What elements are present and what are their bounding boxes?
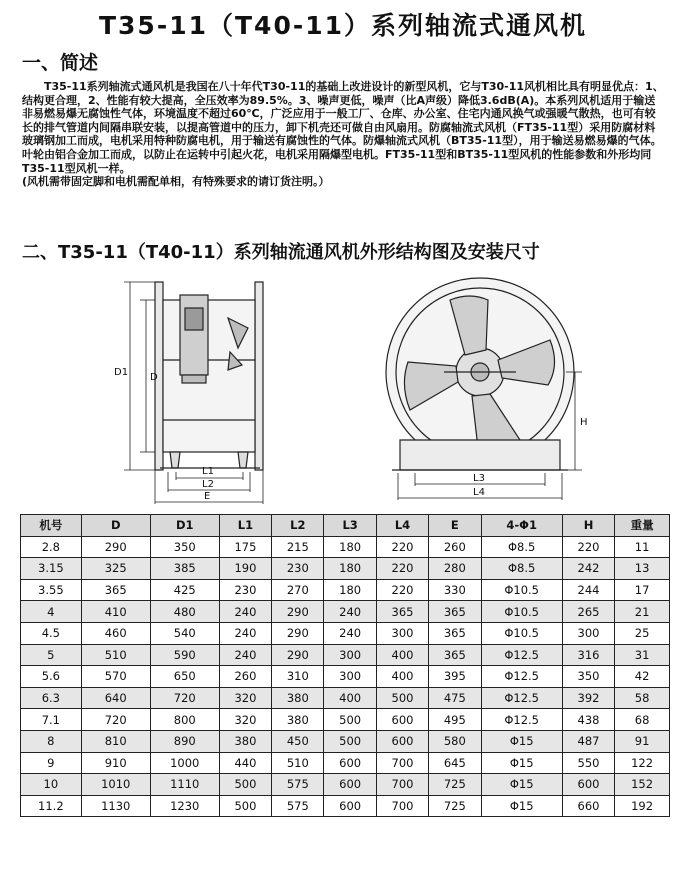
table-row — [21, 709, 670, 731]
table-cell: 650 — [150, 666, 219, 688]
table-cell: 260 — [219, 666, 271, 688]
table-cell: 215 — [272, 536, 324, 558]
table-cell: 180 — [324, 558, 376, 580]
table-cell: 316 — [562, 644, 614, 666]
table-cell: 230 — [272, 558, 324, 580]
table-row — [21, 536, 670, 558]
table-cell: 9 — [21, 752, 82, 774]
table-cell: 68 — [615, 709, 670, 731]
col-header: D1 — [150, 515, 219, 537]
col-header: 机号 — [21, 515, 82, 537]
table-cell: 600 — [562, 774, 614, 796]
table-cell: 300 — [376, 622, 428, 644]
table-cell: 392 — [562, 687, 614, 709]
label-L4: L4 — [473, 487, 485, 498]
table-cell: 395 — [429, 666, 481, 688]
table-cell: 180 — [324, 579, 376, 601]
table-cell: 380 — [219, 730, 271, 752]
table-cell: 300 — [324, 666, 376, 688]
table-cell: 6.3 — [21, 687, 82, 709]
table-cell: 192 — [615, 795, 670, 817]
label-D1: D1 — [114, 367, 129, 378]
table-cell: 500 — [219, 774, 271, 796]
table-row — [21, 752, 670, 774]
table-cell: 4.5 — [21, 622, 82, 644]
table-cell: 220 — [562, 536, 614, 558]
table-cell: 230 — [219, 579, 271, 601]
table-cell: 575 — [272, 795, 324, 817]
table-cell: 11.2 — [21, 795, 82, 817]
table-cell: 265 — [562, 601, 614, 623]
table-cell: 400 — [376, 644, 428, 666]
table-cell: 5.6 — [21, 666, 82, 688]
table-cell: 4 — [21, 601, 82, 623]
table-cell: 240 — [219, 622, 271, 644]
table-cell: 31 — [615, 644, 670, 666]
table-cell: 1010 — [81, 774, 150, 796]
table-cell: 290 — [272, 622, 324, 644]
table-cell: 5 — [21, 644, 82, 666]
table-cell: 365 — [81, 579, 150, 601]
label-L1: L1 — [202, 466, 214, 477]
table-cell: 385 — [150, 558, 219, 580]
intro-text — [22, 80, 664, 189]
table-cell: 720 — [81, 709, 150, 731]
table-cell: 425 — [150, 579, 219, 601]
table-cell: 1130 — [81, 795, 150, 817]
table-cell: 42 — [615, 666, 670, 688]
table-cell: 725 — [429, 795, 481, 817]
table-cell: 244 — [562, 579, 614, 601]
col-header: 4-Φ1 — [481, 515, 562, 537]
table-cell: 7.1 — [21, 709, 82, 731]
table-cell: 11 — [615, 536, 670, 558]
table-cell: 152 — [615, 774, 670, 796]
table-cell: 240 — [219, 601, 271, 623]
table-cell: Φ12.5 — [481, 666, 562, 688]
table-cell: 550 — [562, 752, 614, 774]
table-cell: 575 — [272, 774, 324, 796]
col-header: D — [81, 515, 150, 537]
table-cell: 500 — [324, 730, 376, 752]
table-cell: 220 — [376, 558, 428, 580]
table-cell: 330 — [429, 579, 481, 601]
table-cell: 280 — [429, 558, 481, 580]
table-cell: 320 — [219, 709, 271, 731]
table-cell: 700 — [376, 795, 428, 817]
table-cell: 580 — [429, 730, 481, 752]
table-cell: 660 — [562, 795, 614, 817]
table-cell: 810 — [81, 730, 150, 752]
table-header-row — [21, 515, 670, 537]
table-cell: Φ10.5 — [481, 601, 562, 623]
label-E: E — [204, 491, 211, 502]
table-cell: 380 — [272, 687, 324, 709]
table-cell: Φ10.5 — [481, 579, 562, 601]
table-cell: Φ12.5 — [481, 644, 562, 666]
table-cell: Φ15 — [481, 774, 562, 796]
table-cell: 270 — [272, 579, 324, 601]
label-H: H — [580, 417, 588, 428]
table-cell: 320 — [219, 687, 271, 709]
table-row — [21, 622, 670, 644]
table-cell: 365 — [429, 644, 481, 666]
table-cell: 645 — [429, 752, 481, 774]
table-cell: 910 — [81, 752, 150, 774]
side-view-diagram — [100, 270, 300, 510]
table-cell: 1110 — [150, 774, 219, 796]
table-cell: 400 — [324, 687, 376, 709]
table-cell: 58 — [615, 687, 670, 709]
intro-note: (风机需带固定脚和电机需配单相，有特殊要求的请订货注明。） — [22, 175, 330, 189]
section2-heading: 二、T35-11（T40-11）系列轴流通风机外形结构图及安装尺寸 — [22, 242, 540, 263]
table-cell: 91 — [615, 730, 670, 752]
table-cell: 495 — [429, 709, 481, 731]
table-cell: 500 — [376, 687, 428, 709]
table-row — [21, 601, 670, 623]
table-cell: 350 — [562, 666, 614, 688]
table-cell: 180 — [324, 536, 376, 558]
table-cell: 487 — [562, 730, 614, 752]
table-cell: 410 — [81, 601, 150, 623]
table-row — [21, 558, 670, 580]
table-cell: Φ15 — [481, 752, 562, 774]
table-cell: 600 — [324, 752, 376, 774]
table-cell: 2.8 — [21, 536, 82, 558]
table-cell: 290 — [81, 536, 150, 558]
table-cell: 240 — [219, 644, 271, 666]
table-cell: 460 — [81, 622, 150, 644]
table-cell: 25 — [615, 622, 670, 644]
table-cell: 240 — [324, 601, 376, 623]
col-header: E — [429, 515, 481, 537]
label-L3: L3 — [473, 473, 485, 484]
col-header: H — [562, 515, 614, 537]
table-cell: 1000 — [150, 752, 219, 774]
table-cell: 1230 — [150, 795, 219, 817]
col-header: L1 — [219, 515, 271, 537]
table-cell: Φ12.5 — [481, 687, 562, 709]
table-cell: 500 — [324, 709, 376, 731]
section1-heading: 一、简述 — [22, 52, 99, 74]
table-cell: 600 — [376, 730, 428, 752]
table-row — [21, 774, 670, 796]
table-cell: Φ15 — [481, 730, 562, 752]
table-cell: 720 — [150, 687, 219, 709]
table-cell: Φ15 — [481, 795, 562, 817]
table-cell: 800 — [150, 709, 219, 731]
label-L2: L2 — [202, 479, 214, 490]
table-cell: 500 — [219, 795, 271, 817]
table-row — [21, 579, 670, 601]
table-cell: 540 — [150, 622, 219, 644]
table-cell: 438 — [562, 709, 614, 731]
table-cell: 310 — [272, 666, 324, 688]
table-cell: 290 — [272, 644, 324, 666]
table-cell: Φ10.5 — [481, 622, 562, 644]
table-row — [21, 666, 670, 688]
col-header: L2 — [272, 515, 324, 537]
intro-paragraph: T35-11系列轴流式通风机是我国在八十年代T30-11的基础上改进设计的新型风机，它与T30-11风机相比具有明显优点：1、结构更合理，2、性能有较大提高，全压效率为89.5%。3、噪声更低，噪声（比A声级）降低3.6dB(A)。本系列风机适用于输送非易燃易爆无腐蚀性气体，环境温度不超过60℃，广泛应用于一般工厂、仓库、办公室、住宅内通风换气或强暖气散热，也可有较长的排气管道内间隔串联安装，以提高管道中的压力，卸下机壳还可做自由风扇用。防腐轴流式风机（FT35-11型）采用防腐材料玻璃钢加工而成，电机采用特种防腐电机，用于输送有腐蚀性的气体。防爆轴流式风机（BT35-11型），用于输送易燃易爆的气体。叶轮由铝合金加工而成，以防止在运转中引起火花，电机采用隔爆型电机。FT35-11型和BT35-11型风机的性能参数和外形均同T35-11型风机一样。 — [22, 80, 664, 175]
table-cell: 10 — [21, 774, 82, 796]
table-cell: 365 — [429, 601, 481, 623]
table-cell: 240 — [324, 622, 376, 644]
table-cell: 600 — [376, 709, 428, 731]
table-cell: 700 — [376, 752, 428, 774]
table-cell: 350 — [150, 536, 219, 558]
table-cell: 190 — [219, 558, 271, 580]
page-title: T35-11（T40-11）系列轴流式通风机 — [98, 11, 588, 40]
table-cell: 242 — [562, 558, 614, 580]
table-cell: 640 — [81, 687, 150, 709]
table-cell: 8 — [21, 730, 82, 752]
col-header: L4 — [376, 515, 428, 537]
table-cell: 290 — [272, 601, 324, 623]
table-cell: 13 — [615, 558, 670, 580]
col-header: 重量 — [615, 515, 670, 537]
table-cell: 450 — [272, 730, 324, 752]
table-cell: 400 — [376, 666, 428, 688]
table-cell: 325 — [81, 558, 150, 580]
table-cell: 365 — [429, 622, 481, 644]
table-cell: 600 — [324, 774, 376, 796]
table-cell: 365 — [376, 601, 428, 623]
table-cell: 175 — [219, 536, 271, 558]
table-cell: 890 — [150, 730, 219, 752]
table-cell: 220 — [376, 536, 428, 558]
table-cell: 380 — [272, 709, 324, 731]
table-cell: 590 — [150, 644, 219, 666]
table-cell: 700 — [376, 774, 428, 796]
table-row — [21, 795, 670, 817]
table-row — [21, 730, 670, 752]
table-cell: 510 — [272, 752, 324, 774]
table-cell: 220 — [376, 579, 428, 601]
table-cell: 300 — [324, 644, 376, 666]
table-cell: Φ12.5 — [481, 709, 562, 731]
table-cell: 3.15 — [21, 558, 82, 580]
table-cell: 300 — [562, 622, 614, 644]
table-row — [21, 687, 670, 709]
table-cell: 475 — [429, 687, 481, 709]
table-cell: Φ8.5 — [481, 558, 562, 580]
table-cell: 510 — [81, 644, 150, 666]
table-cell: 440 — [219, 752, 271, 774]
table-cell: Φ8.5 — [481, 536, 562, 558]
table-cell: 260 — [429, 536, 481, 558]
table-row — [21, 644, 670, 666]
table-cell: 480 — [150, 601, 219, 623]
table-cell: 3.55 — [21, 579, 82, 601]
table-cell: 570 — [81, 666, 150, 688]
table-cell: 21 — [615, 601, 670, 623]
col-header: L3 — [324, 515, 376, 537]
table-cell: 725 — [429, 774, 481, 796]
table-cell: 17 — [615, 579, 670, 601]
table-cell: 600 — [324, 795, 376, 817]
label-D: D — [150, 372, 158, 383]
dimension-table — [20, 514, 670, 817]
front-view-diagram — [370, 270, 610, 510]
table-cell: 122 — [615, 752, 670, 774]
